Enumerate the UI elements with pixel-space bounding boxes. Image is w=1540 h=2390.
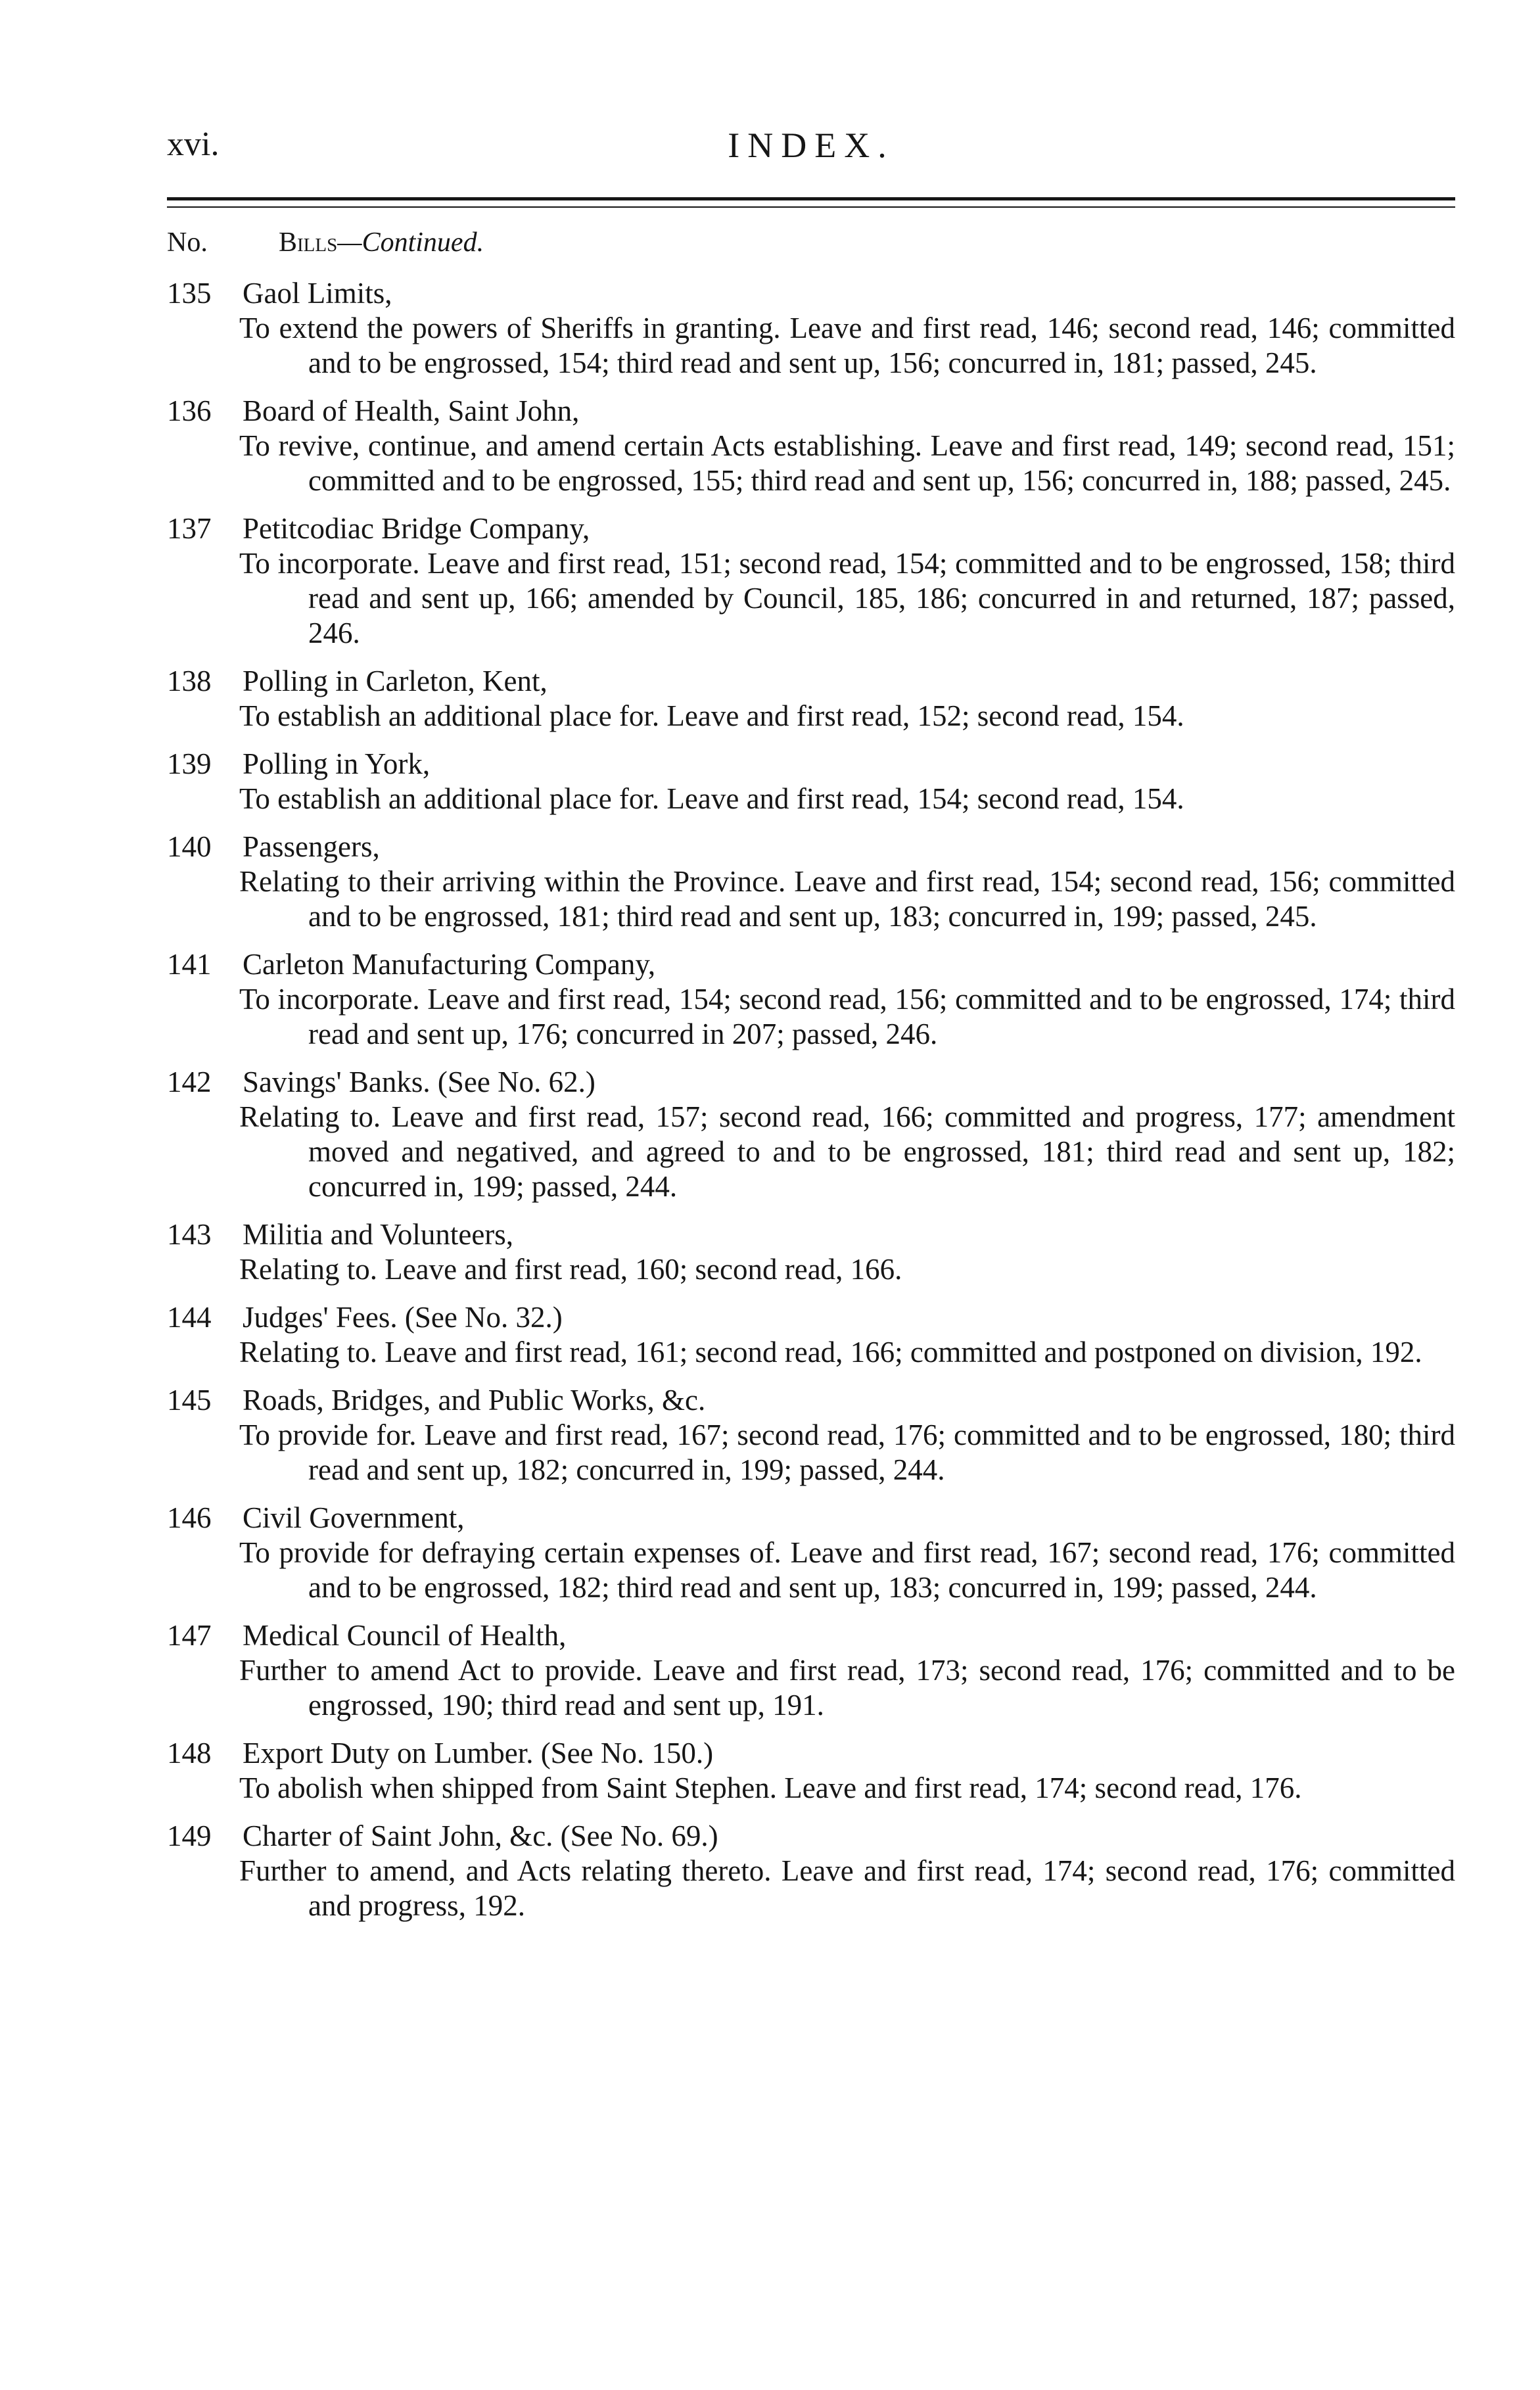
entry-heading: [167, 1736, 1455, 1771]
entry-number: 140: [167, 830, 212, 863]
continued-label: —Continued.: [337, 227, 484, 258]
entry-heading: [167, 1217, 1455, 1252]
page-title: INDEX.: [728, 126, 895, 165]
header-rule-thick: [167, 197, 1455, 200]
index-entry: [167, 1217, 1455, 1287]
page-header: [167, 125, 1455, 191]
entry-description: To revive, continue, and amend certain Acts establishing. Leave and first read, 149; second read, 151; committed and to be engrossed, 155; third read and sent up, 156; concurred in, 188; passed, 245.: [239, 429, 1455, 497]
entry-description: Further to amend Act to provide. Leave and first read, 173; second read, 176; committed and to be engrossed, 190; third read and sent up, 191.: [239, 1654, 1455, 1722]
entry-heading: [167, 947, 1455, 982]
entry-title: Civil Government,: [243, 1501, 465, 1534]
entry-description: To incorporate. Leave and first read, 154; second read, 156; committed and to be engrossed, 174; third read and sent up, 176; concurred in 207; passed, 246.: [239, 983, 1455, 1050]
bills-label: Bills: [279, 227, 338, 258]
entry-description: To abolish when shipped from Saint Stephen. Leave and first read, 174; second read, 176.: [239, 1771, 1302, 1804]
index-entry: [167, 1819, 1455, 1923]
entry-title: Petitcodiac Bridge Company,: [243, 512, 590, 545]
index-entries: [167, 276, 1455, 1923]
entry-number: 144: [167, 1301, 212, 1334]
entry-title: Polling in York,: [243, 747, 431, 780]
entry-title: Export Duty on Lumber. (See No. 150.): [243, 1737, 714, 1769]
entry-description: Relating to. Leave and first read, 161; second read, 166; committed and postponed on division, 192.: [239, 1336, 1422, 1369]
entry-title: Carleton Manufacturing Company,: [243, 948, 656, 981]
header-rule-thin: [167, 206, 1455, 208]
index-entry: [167, 1383, 1455, 1488]
entry-heading: [167, 747, 1455, 782]
entry-description: To extend the powers of Sheriffs in granting. Leave and first read, 146; second read, 146; committed and to be engrossed, 154; third read and sent up, 156; concurred in, 181; passed, 245.: [239, 312, 1455, 379]
column-header-bills: [279, 227, 484, 258]
index-entry: [167, 747, 1455, 816]
index-entry: [167, 1736, 1455, 1806]
page-number: xvi.: [167, 126, 220, 163]
entry-number: 139: [167, 747, 212, 780]
entry-heading: [167, 664, 1455, 699]
index-entry: [167, 947, 1455, 1052]
entry-title: Savings' Banks. (See No. 62.): [243, 1066, 595, 1098]
entry-description: Relating to. Leave and first read, 160; second read, 166.: [239, 1253, 902, 1286]
column-header: [167, 227, 484, 258]
entry-number: 145: [167, 1384, 212, 1417]
entry-number: 149: [167, 1819, 212, 1852]
entry-number: 146: [167, 1501, 212, 1534]
entry-number: 143: [167, 1218, 212, 1251]
entry-title: Polling in Carleton, Kent,: [243, 665, 548, 697]
entry-description: Further to amend, and Acts relating thereto. Leave and first read, 174; second read, 176; committed and progress, 192.: [239, 1854, 1455, 1922]
entry-heading: [167, 1501, 1455, 1535]
entry-heading: [167, 1300, 1455, 1335]
entry-title: Militia and Volunteers,: [243, 1218, 514, 1251]
entry-description: To establish an additional place for. Leave and first read, 152; second read, 154.: [239, 699, 1184, 732]
entry-number: 141: [167, 948, 212, 981]
entry-heading: [167, 276, 1455, 311]
index-entry: [167, 830, 1455, 934]
entry-heading: [167, 511, 1455, 546]
index-entry: [167, 394, 1455, 498]
entry-title: Medical Council of Health,: [243, 1619, 567, 1652]
entry-description: To incorporate. Leave and first read, 151; second read, 154; committed and to be engrossed, 158; third read and sent up, 166; amended by Council, 185, 186; concurred in and returned, 187; passed, 246.: [239, 547, 1455, 649]
entry-heading: [167, 1618, 1455, 1653]
entry-title: Passengers,: [243, 830, 380, 863]
column-header-no: No.: [167, 227, 208, 258]
entry-description: To provide for. Leave and first read, 167; second read, 176; committed and to be engrossed, 180; third read and sent up, 182; concurred in, 199; passed, 244.: [239, 1418, 1455, 1486]
index-entry: [167, 1618, 1455, 1723]
entry-heading: [167, 1383, 1455, 1418]
entry-number: 137: [167, 512, 212, 545]
entry-description: To establish an additional place for. Leave and first read, 154; second read, 154.: [239, 782, 1184, 815]
index-entry: [167, 1501, 1455, 1605]
entry-number: 142: [167, 1066, 212, 1098]
entry-heading: [167, 394, 1455, 429]
entry-number: 147: [167, 1619, 212, 1652]
index-entry: [167, 276, 1455, 381]
entry-heading: [167, 830, 1455, 864]
entry-description: Relating to their arriving within the Province. Leave and first read, 154; second read, 156; committed and to be engrossed, 181; third read and sent up, 183; concurred in, 199; passed, 245.: [239, 865, 1455, 933]
entry-number: 148: [167, 1737, 212, 1769]
entry-title: Judges' Fees. (See No. 32.): [243, 1301, 563, 1334]
entry-description: To provide for defraying certain expenses of. Leave and first read, 167; second read, 176; committed and to be engrossed, 182; third read and sent up, 183; concurred in, 199; passed, 244.: [239, 1536, 1455, 1604]
index-entry: [167, 1300, 1455, 1370]
index-entry: [167, 664, 1455, 734]
entry-title: Charter of Saint John, &c. (See No. 69.): [243, 1819, 718, 1852]
entry-heading: [167, 1819, 1455, 1854]
entry-heading: [167, 1065, 1455, 1100]
entry-title: Board of Health, Saint John,: [243, 394, 580, 427]
entry-number: 138: [167, 665, 212, 697]
index-entry: [167, 511, 1455, 651]
entry-number: 135: [167, 277, 212, 310]
index-entry: [167, 1065, 1455, 1204]
entry-title: Gaol Limits,: [243, 277, 392, 310]
entry-number: 136: [167, 394, 212, 427]
entry-description: Relating to. Leave and first read, 157; second read, 166; committed and progress, 177; amendment moved and negatived, and agreed to and to be engrossed, 181; third read and sent up, 182; concurred in, 199; passed, 244.: [239, 1100, 1455, 1203]
entry-title: Roads, Bridges, and Public Works, &c.: [243, 1384, 706, 1417]
